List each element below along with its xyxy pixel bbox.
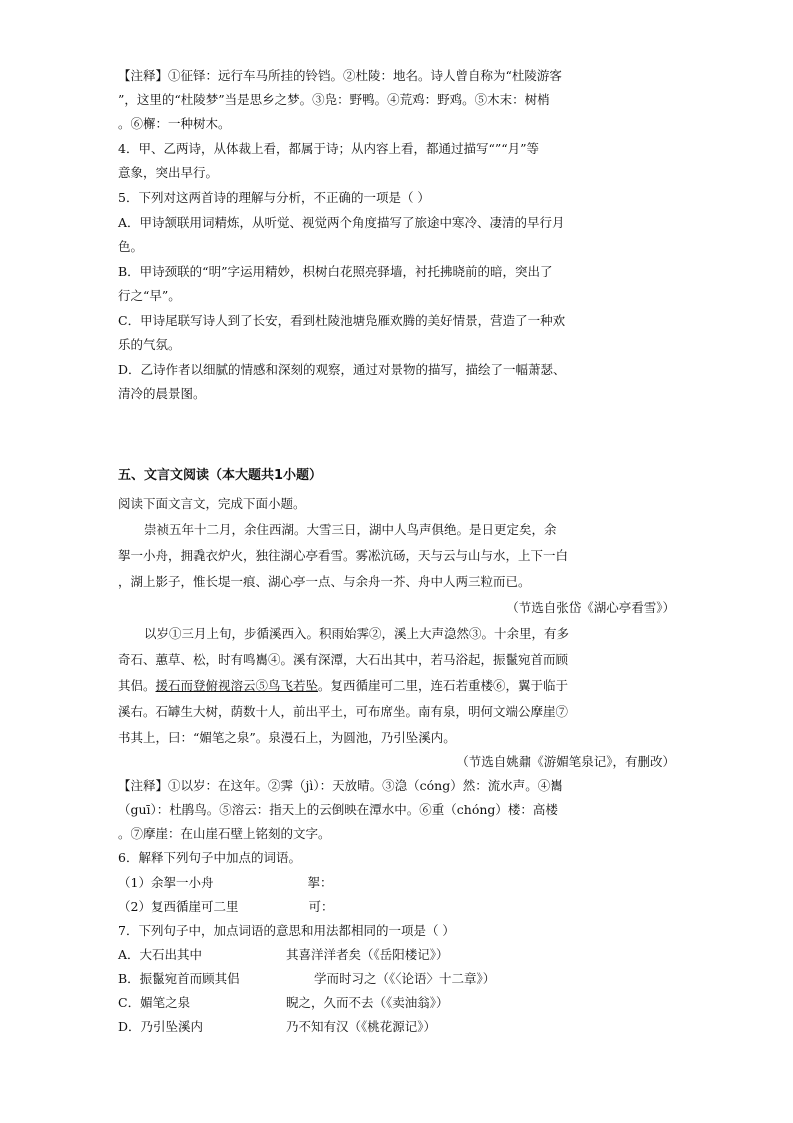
question-5: 5．下列对这两首诗的理解与分析，不正确的一项是（ ）: [118, 190, 430, 205]
option-a-line-1: A．甲诗颔联用词精炼，从听觉、视觉两个角度描写了旅途中寒冷、凄清的早行月: [118, 215, 565, 230]
q7-option-d: [118, 1019, 678, 1035]
underlined-sentence: 援石而登俯视溶云⑤鸟飞若坠: [155, 678, 319, 693]
option-c-line-2: 乐的气氛。: [118, 337, 181, 352]
question-6-item-1-text: （1）余挐一小舟: [118, 875, 214, 890]
option-d-line-1: D．乙诗作者以细腻的情感和深刻的观察，通过对景物的描写，描绘了一幅萧瑟、: [118, 362, 566, 377]
option-c-line-1: C．甲诗尾联写诗人到了长安，看到杜陵池塘凫雁欢腾的美好情景，营造了一种欢: [118, 313, 566, 328]
passage-2-line-4: 溪右。石罅生大树，荫数十人，前出平土，可布席坐。南有泉，明何文端公摩崖⑦: [118, 704, 569, 719]
passage-1-line-1: 崇祯五年十二月，余住西湖。大雪三日，湖中人鸟声俱绝。是日更定矣，余: [144, 522, 557, 537]
passage-2-line-3: [118, 678, 678, 694]
passage-2-line-1: 以岁①三月上旬，步循溪西入。积雨始霁②，溪上大声㴔然③。十余里，有多: [144, 626, 570, 641]
passage-1-line-3: ，湖上影子，惟长堤一痕、湖心亭一点、与余舟一芥、舟中人两三粒而已。: [118, 574, 531, 589]
instruction: 阅读下面文言文，完成下面小题。: [118, 496, 306, 511]
passage-2-source: （节选自姚鼐《游媚笔泉记》，有删改）: [456, 754, 675, 769]
question-6: 6．解释下列句子中加点的词语。: [118, 850, 301, 865]
q7-option-b: [118, 971, 678, 987]
note2-line-2: （guī）：杜鹃鸟。⑤溶云：指天上的云倒映在潭水中。⑥重（chóng）楼：高楼: [118, 802, 558, 817]
passage-1-line-2: 挐一小舟，拥毳衣炉火，独往湖心亭看雪。雾凇沆砀，天与云与山与水，上下一白: [118, 548, 569, 563]
question-6-item-2-answer-label: 可：: [308, 899, 334, 914]
q7-option-c-right: 睨之，久而不去（《卖油翁》）: [286, 995, 449, 1010]
question-6-item-2: [118, 899, 678, 915]
question-6-item-1: [118, 875, 678, 891]
q7-option-d-right: 乃不知有汉（《桃花源记》）: [286, 1019, 437, 1034]
option-d-line-2: 清冷的晨景图。: [118, 386, 206, 401]
note-line-1: 【注释】①征铎：远行车马所挂的铃铛。②杜陵：地名。诗人曾自称为“杜陵游客: [118, 68, 562, 83]
question-7: 7．下列句子中，加点词语的意思和用法都相同的一项是（ ）: [118, 923, 455, 938]
section-heading: 五、文言文阅读（本大题共1小题）: [118, 468, 323, 483]
option-b-line-1: B．甲诗颈联的“明”字运用精妙，枳树白花照亮驿墙，衬托拂晓前的暗，突出了: [118, 264, 553, 279]
q7-option-b-left: B．振鬣宛首而顾其侣: [118, 971, 240, 986]
q7-option-a: [118, 947, 678, 963]
q7-option-c: [118, 995, 678, 1011]
q7-option-c-left: C．媚笔之泉: [118, 995, 191, 1010]
passage-2-line-2: 奇石、蕙草、松，时有鸣巂④。溪有深潭，大石出其中，若马浴起，振鬣宛首而顾: [118, 652, 569, 667]
passage-1-source: （节选自张岱《湖心亭看雪》）: [506, 600, 675, 615]
note-line-2: ”，这里的“杜陵梦”当是思乡之梦。③凫：野鸭。④荒鸡：野鸡。⑤木末：树梢: [118, 92, 550, 107]
question-6-item-2-text: （2）复西循崖可二里: [118, 899, 239, 914]
passage-2-line-5: 书其上，曰：“媚笔之泉”。泉漫石上，为圆池，乃引坠溪内。: [118, 730, 456, 745]
q7-option-d-left: D．乃引坠溪内: [118, 1019, 204, 1034]
q7-option-a-right: 其喜洋洋者矣（《岳阳楼记》）: [286, 947, 449, 962]
passage-2-line-3-start: 其侣。: [118, 678, 156, 693]
question-6-item-1-answer-label: 挐：: [307, 875, 333, 890]
question-4-line-2: 意象，突出早行。: [118, 165, 219, 180]
passage-2-line-3-end: 。复西循崖可二里，连石若重楼⑥，翼于临于: [318, 678, 569, 693]
option-a-line-2: 色。: [118, 239, 144, 254]
note-line-3: 。⑥檞：一种树木。: [118, 116, 231, 131]
q7-option-b-right: 学而时习之（《〈论语〉十二章》）: [314, 971, 496, 986]
q7-option-a-left: A．大石出其中: [118, 947, 203, 962]
question-4-line-1: 4．甲、乙两诗，从体裁上看，都属于诗；从内容上看，都通过描写“”“月”等: [118, 141, 540, 156]
note2-line-3: 。⑦摩崖：在山崖石壁上铭刻的文字。: [118, 826, 331, 841]
option-b-line-2: 行之“早”。: [118, 288, 181, 303]
note2-line-1: 【注释】①以岁：在这年。②霁（jì）：天放晴。③㴔（cóng）然：流水声。④巂: [118, 778, 563, 793]
